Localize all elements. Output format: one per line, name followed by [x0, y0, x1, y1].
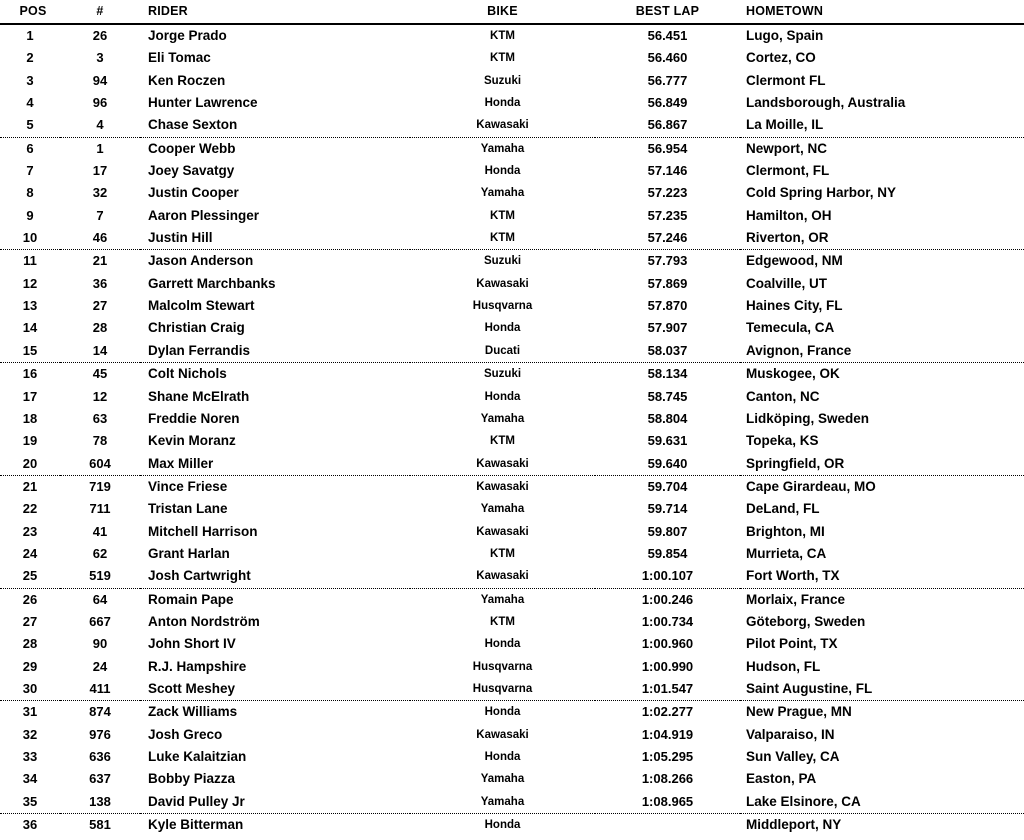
cell-bike: Kawasaki [410, 565, 595, 588]
table-row[interactable] [0, 363, 1024, 386]
cell-number: 21 [92, 253, 108, 269]
cell-best-lap: 58.745 [647, 388, 688, 404]
cell-hometown: Temecula, CA [746, 320, 835, 336]
cell-bike: Husqvarna [472, 660, 533, 673]
cell-rider: Dylan Ferrandis [140, 340, 410, 363]
cell-rider: Kevin Moranz [148, 433, 236, 449]
cell-rider: Scott Meshey [140, 678, 410, 701]
cell-pos: 35 [0, 791, 60, 814]
cell-rider: Eli Tomac [148, 50, 211, 66]
cell-bike: Kawasaki [476, 525, 529, 538]
cell-bike: KTM [490, 615, 515, 628]
cell-bike: Honda [484, 706, 521, 719]
cell-number: 26 [92, 28, 108, 43]
cell-hometown: Lake Elsinore, CA [740, 791, 1024, 814]
cell-bike: KTM [490, 52, 515, 65]
cell-number: 138 [60, 791, 140, 814]
cell-bike: Yamaha [480, 412, 525, 425]
cell-pos: 30 [0, 678, 60, 701]
cell-hometown: Avignon, France [740, 340, 1024, 363]
cell-pos: 34 [22, 771, 38, 787]
cell-bike: Honda [484, 751, 521, 763]
cell-hometown: Lidköping, Sweden [746, 410, 870, 426]
cell-pos: 32 [22, 726, 38, 742]
cell-best-lap: 1:00.960 [641, 636, 694, 652]
cell-pos: 14 [22, 320, 38, 336]
table-row[interactable] [0, 340, 1024, 363]
cell-hometown: Landsborough, Australia [746, 95, 906, 111]
cell-bike: Honda [484, 638, 521, 651]
cell-bike: Honda [484, 390, 521, 403]
cell-rider: David Pulley Jr [140, 791, 410, 814]
cell-rider: Vince Friese [148, 478, 228, 494]
cell-number: 7 [96, 207, 104, 223]
table-row[interactable] [0, 160, 1024, 182]
cell-pos: 29 [22, 658, 38, 674]
cell-pos: 25 [0, 565, 60, 588]
column-header-rider: RIDER [140, 0, 410, 24]
cell-best-lap: 58.134 [647, 366, 688, 382]
cell-best-lap: 1:00.107 [595, 565, 740, 588]
cell-best-lap: 1:05.295 [641, 749, 694, 764]
cell-number: 64 [92, 591, 108, 607]
table-row[interactable] [0, 611, 1024, 633]
cell-best-lap: 57.146 [647, 163, 688, 179]
cell-best-lap: 56.451 [647, 28, 688, 43]
cell-hometown: Haines City, FL [746, 298, 843, 314]
cell-best-lap: 59.640 [595, 453, 740, 476]
cell-best-lap: 57.793 [647, 253, 688, 269]
cell-number: 94 [92, 72, 108, 88]
cell-pos: 18 [22, 410, 38, 426]
cell-hometown: Sun Valley, CA [746, 749, 840, 764]
cell-bike: Yamaha [480, 593, 525, 606]
table-row[interactable] [0, 521, 1024, 543]
cell-bike: Husqvarna [410, 678, 595, 701]
cell-bike: Honda [484, 165, 521, 178]
cell-number: 24 [92, 658, 108, 674]
table-row[interactable] [0, 295, 1024, 317]
cell-number: 32 [92, 185, 108, 201]
cell-pos: 16 [22, 366, 38, 382]
cell-best-lap: 1:00.990 [641, 658, 694, 674]
table-row[interactable] [0, 47, 1024, 69]
table-row[interactable] [0, 475, 1024, 498]
cell-best-lap: 56.777 [647, 72, 688, 88]
cell-best-lap: 56.849 [647, 95, 688, 111]
cell-number: 636 [89, 749, 111, 764]
cell-number: 1 [96, 140, 104, 156]
cell-pos: 13 [22, 298, 38, 314]
cell-bike: Kawasaki [476, 728, 529, 741]
cell-hometown: Lugo, Spain [746, 28, 824, 43]
cell-pos: 20 [0, 453, 60, 476]
cell-rider: Freddie Noren [148, 410, 240, 426]
cell-hometown: Clermont, FL [746, 163, 830, 179]
cell-bike: Husqvarna [472, 300, 533, 313]
table-row[interactable] [0, 250, 1024, 273]
cell-bike: Yamaha [480, 773, 525, 786]
table-header [0, 0, 1024, 24]
cell-best-lap: 57.869 [647, 275, 688, 291]
cell-rider: Shane McElrath [148, 388, 250, 404]
cell-pos: 22 [22, 501, 38, 517]
cell-rider: Bobby Piazza [148, 771, 236, 787]
table-row[interactable] [0, 656, 1024, 678]
cell-number: 96 [92, 95, 108, 111]
table-row[interactable] [0, 814, 1024, 837]
cell-hometown: Springfield, OR [740, 453, 1024, 476]
cell-pos: 12 [22, 275, 38, 291]
cell-best-lap: 1:08.965 [595, 791, 740, 814]
table-row[interactable] [0, 678, 1024, 701]
cell-hometown: Fort Worth, TX [740, 565, 1024, 588]
cell-hometown: Pilot Point, TX [746, 636, 838, 652]
table-row[interactable] [0, 543, 1024, 565]
cell-pos: 8 [26, 185, 34, 201]
cell-number: 12 [92, 388, 108, 404]
cell-number: 637 [89, 771, 111, 787]
cell-rider: Hunter Lawrence [148, 95, 258, 111]
cell-bike: Kawasaki [410, 453, 595, 476]
cell-pos: 2 [26, 50, 34, 66]
cell-number: 3 [96, 50, 104, 66]
cell-rider: Tristan Lane [148, 501, 228, 517]
cell-rider: Garrett Marchbanks [148, 275, 276, 291]
cell-pos: 26 [22, 591, 38, 607]
cell-hometown: Murrieta, CA [746, 545, 827, 561]
table-row[interactable] [0, 565, 1024, 588]
cell-number: 78 [92, 433, 108, 449]
cell-pos: 33 [22, 749, 38, 764]
table-row[interactable] [0, 205, 1024, 227]
column-header-bike: BIKE [410, 0, 595, 24]
cell-bike: KTM [490, 435, 515, 448]
cell-pos: 36 [0, 814, 60, 837]
cell-rider: Jason Anderson [148, 253, 254, 269]
cell-rider: R.J. Hampshire [148, 658, 247, 674]
table-row[interactable] [0, 588, 1024, 611]
cell-rider: Justin Cooper [148, 185, 239, 201]
table-body [0, 24, 1024, 836]
cell-pos: 11 [23, 253, 37, 269]
cell-pos: 24 [22, 545, 38, 561]
cell-rider: Justin Hill [140, 227, 410, 250]
table-row[interactable] [0, 70, 1024, 92]
table-row[interactable] [0, 791, 1024, 814]
cell-pos: 23 [22, 523, 38, 539]
cell-bike: KTM [490, 209, 515, 222]
cell-rider: Grant Harlan [148, 545, 230, 561]
cell-best-lap: 59.704 [647, 478, 688, 494]
table-row[interactable] [0, 633, 1024, 655]
cell-bike: Honda [410, 814, 595, 837]
table-row[interactable] [0, 92, 1024, 114]
cell-rider: Cooper Webb [148, 140, 236, 156]
column-header-hometown: HOMETOWN [740, 0, 1024, 24]
cell-best-lap: 1:00.246 [641, 591, 694, 607]
cell-hometown: Edgewood, NM [746, 253, 843, 269]
cell-hometown: Topeka, KS [746, 433, 819, 449]
cell-rider: Kyle Bitterman [140, 814, 410, 837]
table-row[interactable] [0, 317, 1024, 339]
cell-number: 17 [92, 163, 108, 179]
cell-rider: Joey Savatgy [148, 163, 235, 179]
cell-pos: 21 [22, 478, 38, 494]
cell-best-lap: 57.870 [647, 298, 688, 314]
cell-pos: 10 [0, 227, 60, 250]
header-row [0, 0, 1024, 24]
cell-bike: Yamaha [410, 791, 595, 814]
cell-best-lap: 57.907 [647, 320, 688, 336]
cell-number: 719 [89, 478, 111, 494]
table-row[interactable] [0, 746, 1024, 768]
cell-hometown: Göteborg, Sweden [746, 613, 866, 629]
cell-rider: Romain Pape [148, 591, 234, 607]
cell-bike: KTM [410, 227, 595, 250]
cell-number: 14 [60, 340, 140, 363]
cell-best-lap: 57.235 [647, 207, 688, 223]
cell-rider: Ken Roczen [148, 72, 226, 88]
cell-best-lap: 57.223 [647, 185, 688, 201]
cell-hometown: Brighton, MI [746, 523, 825, 539]
cell-pos: 5 [0, 114, 60, 137]
table-row[interactable] [0, 768, 1024, 790]
cell-hometown: Cold Spring Harbor, NY [746, 185, 897, 201]
cell-pos: 17 [22, 388, 38, 404]
cell-pos: 7 [26, 163, 34, 179]
cell-best-lap: 59.714 [647, 501, 688, 517]
cell-rider: Luke Kalaitzian [148, 749, 247, 764]
cell-number: 62 [92, 545, 108, 561]
cell-number: 604 [60, 453, 140, 476]
cell-rider: Christian Craig [148, 320, 245, 336]
cell-best-lap [595, 814, 740, 837]
cell-hometown: Easton, PA [746, 771, 817, 787]
cell-number: 4 [60, 114, 140, 137]
table-row[interactable] [0, 114, 1024, 137]
cell-rider: Anton Nordström [148, 613, 260, 629]
cell-best-lap: 1:01.547 [595, 678, 740, 701]
cell-number: 27 [92, 298, 108, 314]
cell-hometown: Hamilton, OH [746, 207, 832, 223]
cell-number: 36 [92, 275, 108, 291]
cell-best-lap: 56.460 [647, 50, 688, 66]
cell-rider: Aaron Plessinger [148, 207, 260, 223]
cell-hometown: Muskogee, OK [746, 366, 840, 382]
cell-hometown: DeLand, FL [746, 501, 820, 517]
cell-best-lap: 58.804 [647, 410, 688, 426]
cell-hometown: Morlaix, France [746, 591, 846, 607]
column-header-pos: POS [0, 0, 60, 24]
cell-rider: Josh Greco [148, 726, 223, 742]
cell-number: 667 [89, 613, 111, 629]
cell-hometown: New Prague, MN [746, 704, 852, 720]
table-row[interactable] [0, 137, 1024, 160]
table-row[interactable] [0, 408, 1024, 430]
cell-hometown: Coalville, UT [746, 275, 828, 291]
cell-pos: 1 [26, 28, 34, 43]
cell-bike: Honda [484, 322, 521, 335]
table-row[interactable] [0, 701, 1024, 724]
cell-pos: 27 [22, 613, 38, 629]
cell-bike: Suzuki [483, 368, 522, 381]
cell-bike: Kawasaki [476, 480, 529, 493]
cell-rider: Josh Cartwright [140, 565, 410, 588]
cell-hometown: La Moille, IL [740, 114, 1024, 137]
cell-hometown: Clermont FL [746, 72, 826, 88]
cell-pos: 3 [26, 72, 34, 88]
column-header-best-lap: BEST LAP [595, 0, 740, 24]
cell-hometown: Hudson, FL [746, 658, 821, 674]
cell-bike: Ducati [410, 340, 595, 363]
cell-rider: Malcolm Stewart [148, 298, 255, 314]
cell-pos: 31 [22, 704, 38, 720]
cell-bike: Yamaha [480, 503, 525, 516]
table-row[interactable] [0, 453, 1024, 476]
cell-rider: Max Miller [140, 453, 410, 476]
cell-number: 411 [60, 678, 140, 701]
cell-bike: Kawasaki [410, 114, 595, 137]
cell-pos: 15 [0, 340, 60, 363]
cell-bike: Yamaha [480, 187, 525, 200]
table-row[interactable] [0, 24, 1024, 47]
cell-rider: Zack Williams [148, 704, 238, 720]
cell-best-lap: 1:04.919 [641, 726, 694, 742]
cell-number: 976 [89, 726, 111, 742]
cell-bike: KTM [490, 547, 515, 560]
cell-hometown: Cape Girardeau, MO [746, 478, 876, 494]
cell-rider: Mitchell Harrison [148, 523, 258, 539]
cell-number: 581 [60, 814, 140, 837]
cell-bike: Suzuki [483, 255, 522, 268]
cell-best-lap: 57.246 [595, 227, 740, 250]
cell-best-lap: 1:08.266 [641, 771, 694, 787]
cell-number: 28 [92, 320, 108, 336]
cell-number: 63 [92, 410, 108, 426]
cell-pos: 4 [26, 95, 34, 111]
cell-rider: John Short IV [148, 636, 236, 652]
cell-best-lap: 1:00.734 [641, 613, 694, 629]
cell-hometown: Valparaiso, IN [746, 726, 835, 742]
table-row[interactable] [0, 724, 1024, 746]
cell-best-lap: 1:02.277 [641, 704, 694, 720]
cell-bike: KTM [490, 30, 515, 42]
cell-number: 90 [92, 636, 108, 652]
cell-hometown: Middleport, NY [740, 814, 1024, 837]
cell-pos: 19 [22, 433, 38, 449]
cell-hometown: Canton, NC [746, 388, 820, 404]
cell-bike: Kawasaki [476, 277, 529, 290]
cell-hometown: Cortez, CO [746, 50, 816, 66]
cell-bike: Suzuki [483, 74, 522, 87]
cell-number: 874 [89, 704, 111, 720]
column-header-number: # [60, 0, 140, 24]
cell-hometown: Newport, NC [746, 140, 827, 156]
cell-hometown: Saint Augustine, FL [740, 678, 1024, 701]
cell-rider: Colt Nichols [148, 366, 227, 382]
cell-bike: Honda [484, 97, 521, 110]
table-row[interactable] [0, 430, 1024, 452]
cell-best-lap: 59.854 [647, 545, 688, 561]
cell-rider: Chase Sexton [140, 114, 410, 137]
table-row[interactable] [0, 227, 1024, 250]
cell-number: 519 [60, 565, 140, 588]
table-row[interactable] [0, 273, 1024, 295]
table-row[interactable] [0, 182, 1024, 204]
cell-bike: Yamaha [480, 142, 525, 155]
cell-pos: 6 [26, 140, 34, 156]
cell-number: 45 [92, 366, 108, 382]
cell-number: 46 [60, 227, 140, 250]
table-row[interactable] [0, 386, 1024, 408]
cell-best-lap: 59.631 [647, 433, 688, 449]
cell-best-lap: 56.867 [595, 114, 740, 137]
cell-best-lap: 59.807 [647, 523, 688, 539]
cell-number: 711 [89, 501, 111, 517]
table-row[interactable] [0, 498, 1024, 520]
cell-number: 41 [92, 523, 108, 539]
cell-pos: 28 [22, 636, 38, 652]
cell-rider: Jorge Prado [148, 28, 227, 43]
cell-hometown: Riverton, OR [740, 227, 1024, 250]
cell-best-lap: 58.037 [595, 340, 740, 363]
cell-best-lap: 56.954 [647, 140, 688, 156]
cell-pos: 9 [26, 207, 34, 223]
